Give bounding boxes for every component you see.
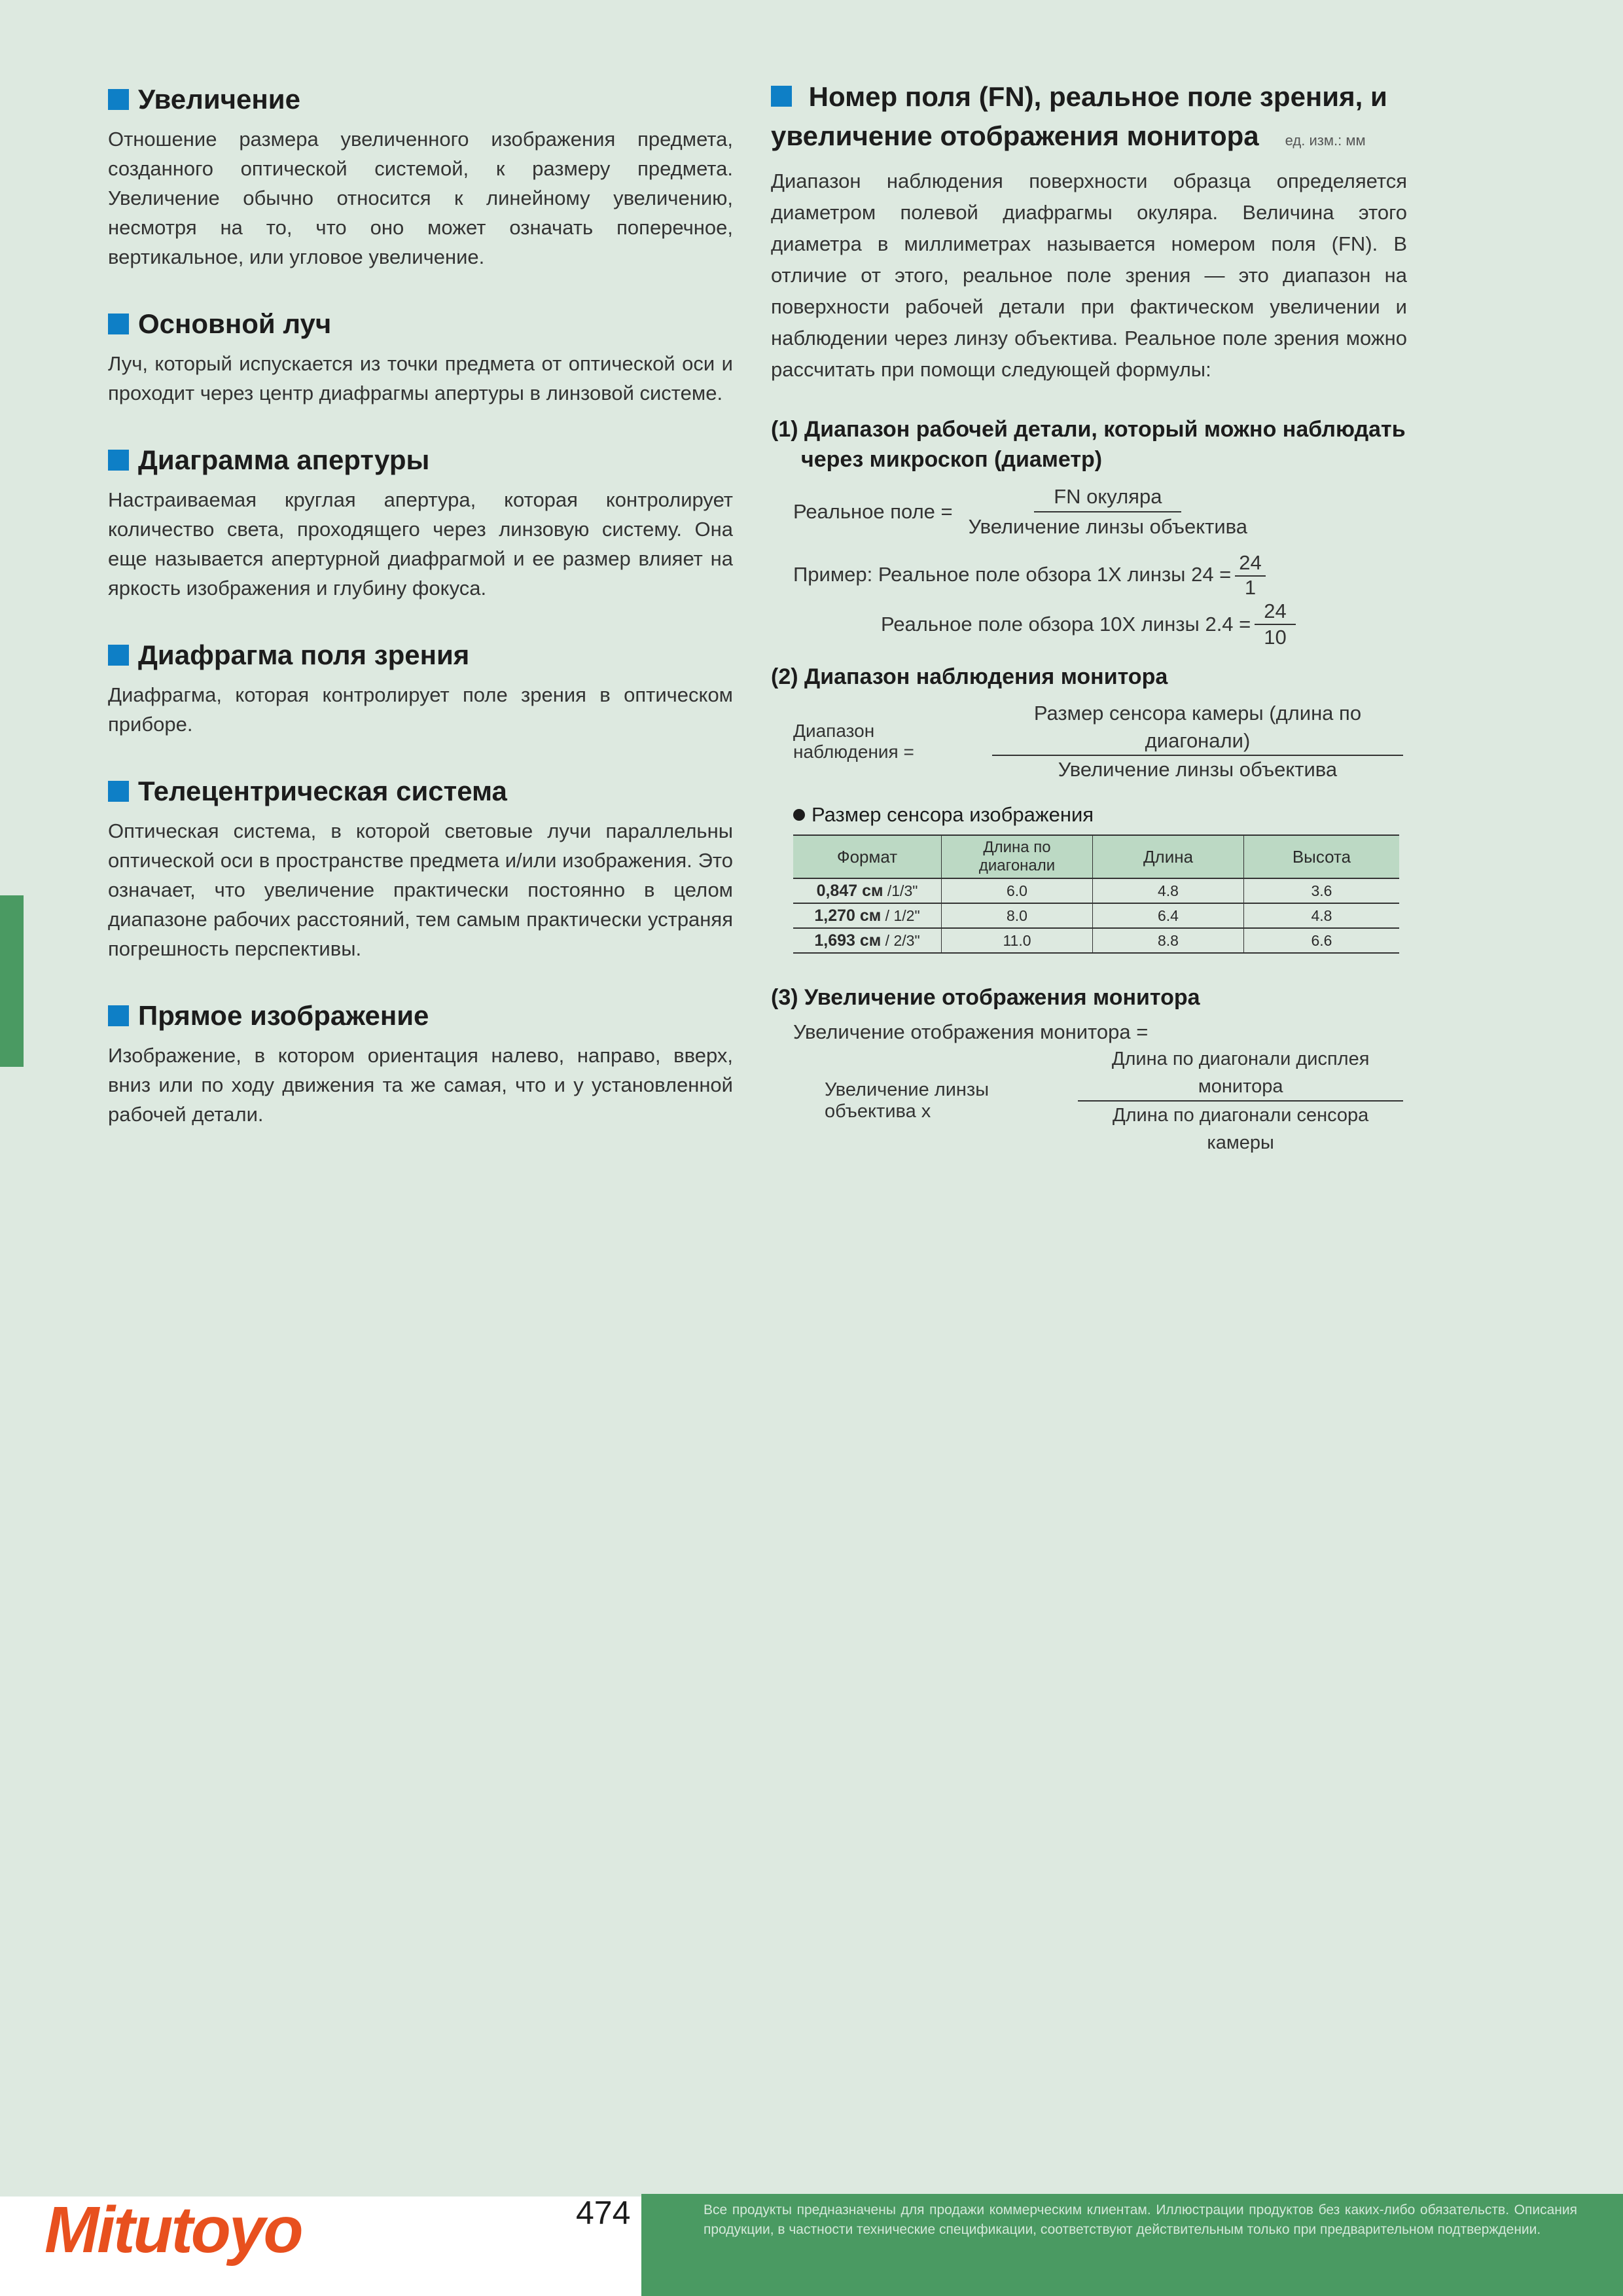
- footer-disclaimer: Все продукты предназначены для продажи коммерческим клиентам. Иллюстрации продуктов без каких-либо обязательств. Описания продукции, в частности технические спецификации, соответствуют действительным только при предварительном подтверждении.: [704, 2202, 1577, 2237]
- section-aperture: [108, 444, 733, 603]
- section-title: Диаграмма апертуры: [138, 444, 430, 475]
- column-header: Формат: [793, 835, 942, 878]
- section-title: Основной луч: [138, 308, 332, 339]
- square-bullet-icon: [108, 1005, 129, 1026]
- section-text: Луч, который испускается из точки предмета от оптической оси и проходит через центр диафрагмы апертуры в линзовой системе.: [108, 352, 733, 404]
- observation-range-formula: Диапазон наблюдения = $\frac{\text{Размер сенсора камеры (длина по диагонали)}}{\text{Увеличение линзы объектива}}$: [793, 700, 1407, 783]
- bullet-dot-icon: [793, 809, 805, 821]
- section-principal-ray: [108, 308, 733, 408]
- example-2-formula: Реальное поле обзора 10X линзы 2.4 = $\frac{24}{10}$: [881, 599, 1407, 650]
- square-bullet-icon: [108, 450, 129, 471]
- fraction: $\frac{24}{1}$: [1235, 550, 1265, 599]
- sensor-size-heading: Размер сенсора изображения: [793, 803, 1407, 827]
- square-bullet-icon: [108, 314, 129, 334]
- right-column: [771, 77, 1407, 1157]
- right-section-title: Номер поля (FN), реальное поле зрения, и увеличение отображения монитора ед. изм.: мм: [771, 81, 1387, 151]
- section-title: Диафрагма поля зрения: [138, 639, 470, 670]
- fraction: $\frac{\text{FN окуляра}}{\text{Увеличение линзы объектива}}$: [965, 482, 1251, 541]
- intro-text: Диапазон наблюдения поверхности образца определяется диаметром полевой диафрагмы окуляра. Величина этого диаметра в миллиметрах называется номером поля (FN). В отличие от этого, реальное поле зрения — это диапазон на поверхности рабочей детали при фактическом увеличении и наблюдении через линзу объектива. Реальное поле зрения можно рассчитать при помощи следующей формулы:: [771, 170, 1407, 381]
- section-title: Телецентрическая система: [138, 776, 507, 806]
- section-text: Изображение, в котором ориентация налево, направо, вверх, вниз или по ходу движения та же самая, что и у установленной рабочей детали.: [108, 1044, 733, 1126]
- fraction: $\frac{\text{Длина по диагонали дисплея монитора}}{\text{Длина по диагонали сенсора камеры}}$: [1078, 1045, 1403, 1157]
- section-title: Прямое изображение: [138, 1000, 429, 1031]
- subsection-2-title: (2) Диапазон наблюдения монитора: [771, 664, 1168, 689]
- square-bullet-icon: [108, 645, 129, 666]
- subsection-3-title: (3) Увеличение отображения монитора: [771, 985, 1200, 1010]
- table-row: 1,693 см / 2/3" 11.0 8.8 6.6: [793, 928, 1399, 953]
- square-bullet-icon: [108, 89, 129, 110]
- section-text: Оптическая система, в которой световые лучи параллельны оптической оси в пространстве предмета и/или изображения. Это означает, что увеличение практически постоянно в целом диапазоне рабочих расстояний, тем самым практически устраняя погрешность перспективы.: [108, 819, 733, 960]
- section-title: Увеличение: [138, 84, 300, 115]
- fraction: $\frac{24}{10}$: [1255, 599, 1295, 650]
- column-header: Длина: [1093, 835, 1244, 878]
- section-erect-image: [108, 1000, 733, 1129]
- section-text: Диафрагма, которая контролирует поле зрения в оптическом приборе.: [108, 683, 733, 736]
- monitor-magnification-formula: Увеличение линзы объектива x $\frac{\text{Длина по диагонали дисплея монитора}}{\text{Длина по диагонали сенсора камеры}}$: [825, 1045, 1407, 1157]
- monitor-magnification-line: Увеличение отображения монитора =: [793, 1020, 1149, 1043]
- square-bullet-icon: [108, 781, 129, 802]
- real-field-formula: Реальное поле = $\frac{\text{FN окуляра}}{\text{Увеличение линзы объектива}}$: [793, 482, 1407, 541]
- column-header: Высота: [1244, 835, 1400, 878]
- mitutoyo-logo: Mitutoyo: [45, 2193, 302, 2267]
- unit-label: ед. изм.: мм: [1285, 132, 1366, 149]
- side-tab-marker: [0, 895, 24, 1067]
- sensor-size-table: [793, 834, 1399, 954]
- page-number: 474: [576, 2195, 631, 2231]
- square-bullet-icon: [771, 86, 792, 107]
- section-field-stop: [108, 639, 733, 739]
- column-header: Длина по диагонали: [942, 835, 1093, 878]
- subsection-1-title: (1) Диапазон рабочей детали, который можно наблюдать через микроскоп (диаметр): [771, 417, 1406, 472]
- left-column: [108, 84, 733, 1166]
- table-header-row: [793, 835, 1399, 878]
- table-row: 0,847 см /1/3" 6.0 4.8 3.6: [793, 878, 1399, 903]
- section-text: Отношение размера увеличенного изображения предмета, созданного оптической системой, к размеру предмета. Увеличение обычно относится к линейному увеличению, несмотря на то, что оно может означать поперечное, вертикальное, или угловое увеличение.: [108, 128, 733, 268]
- section-magnification: [108, 84, 733, 272]
- section-telecentric: [108, 776, 733, 963]
- example-1-formula: Пример: Реальное поле обзора 1X линзы 24 = $\frac{24}{1}$: [793, 550, 1407, 599]
- section-text: Настраиваемая круглая апертура, которая контролирует количество света, проходящего через линзовую систему. Она еще называется апертурной диафрагмой и ее размер влияет на яркость изображения и глубину фокуса.: [108, 488, 733, 600]
- fraction: $\frac{\text{Размер сенсора камеры (длина по диагонали)}}{\text{Увеличение линзы объектива}}$: [992, 700, 1403, 783]
- table-row: 1,270 см / 1/2" 8.0 6.4 4.8: [793, 903, 1399, 928]
